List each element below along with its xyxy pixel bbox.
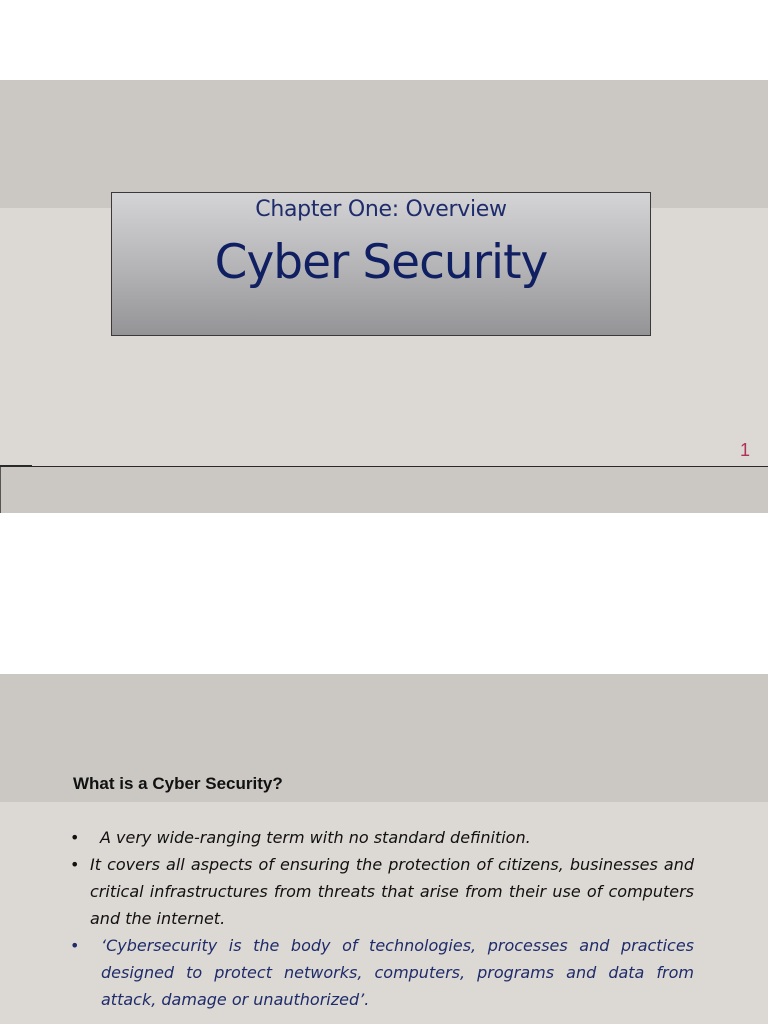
bullet-text: A very wide-ranging term with no standard definition. xyxy=(100,828,531,847)
slide-definition xyxy=(0,674,768,1024)
chapter-subtitle: Chapter One: Overview xyxy=(255,197,507,222)
title-box xyxy=(111,192,651,336)
slide-title xyxy=(0,80,768,513)
footer-divider xyxy=(0,467,1,513)
page-title: Cyber Security xyxy=(214,235,548,290)
list-item xyxy=(70,851,694,932)
section-heading: What is a Cyber Security? xyxy=(73,774,283,793)
slide-number: 1 xyxy=(740,440,751,460)
bullet-text: It covers all aspects of ensuring the protection of citizens, businesses and critical infrastructures from threats that arise from their use of computers and the internet. xyxy=(90,855,694,928)
slide-header-band xyxy=(0,80,768,208)
bullet-icon: • xyxy=(70,855,80,874)
list-item xyxy=(70,932,694,1013)
bullet-text: ‘Cybersecurity is the body of technologies, processes and practices designed to protect networks, computers, programs and data from attack, damage or unauthorized’. xyxy=(101,936,694,1009)
bullet-icon: • xyxy=(70,936,80,955)
footer-mark xyxy=(0,465,32,467)
list-item xyxy=(70,824,694,851)
bullet-list xyxy=(70,824,694,1013)
bullet-icon: • xyxy=(70,828,80,847)
slide-footer-band xyxy=(0,466,768,513)
